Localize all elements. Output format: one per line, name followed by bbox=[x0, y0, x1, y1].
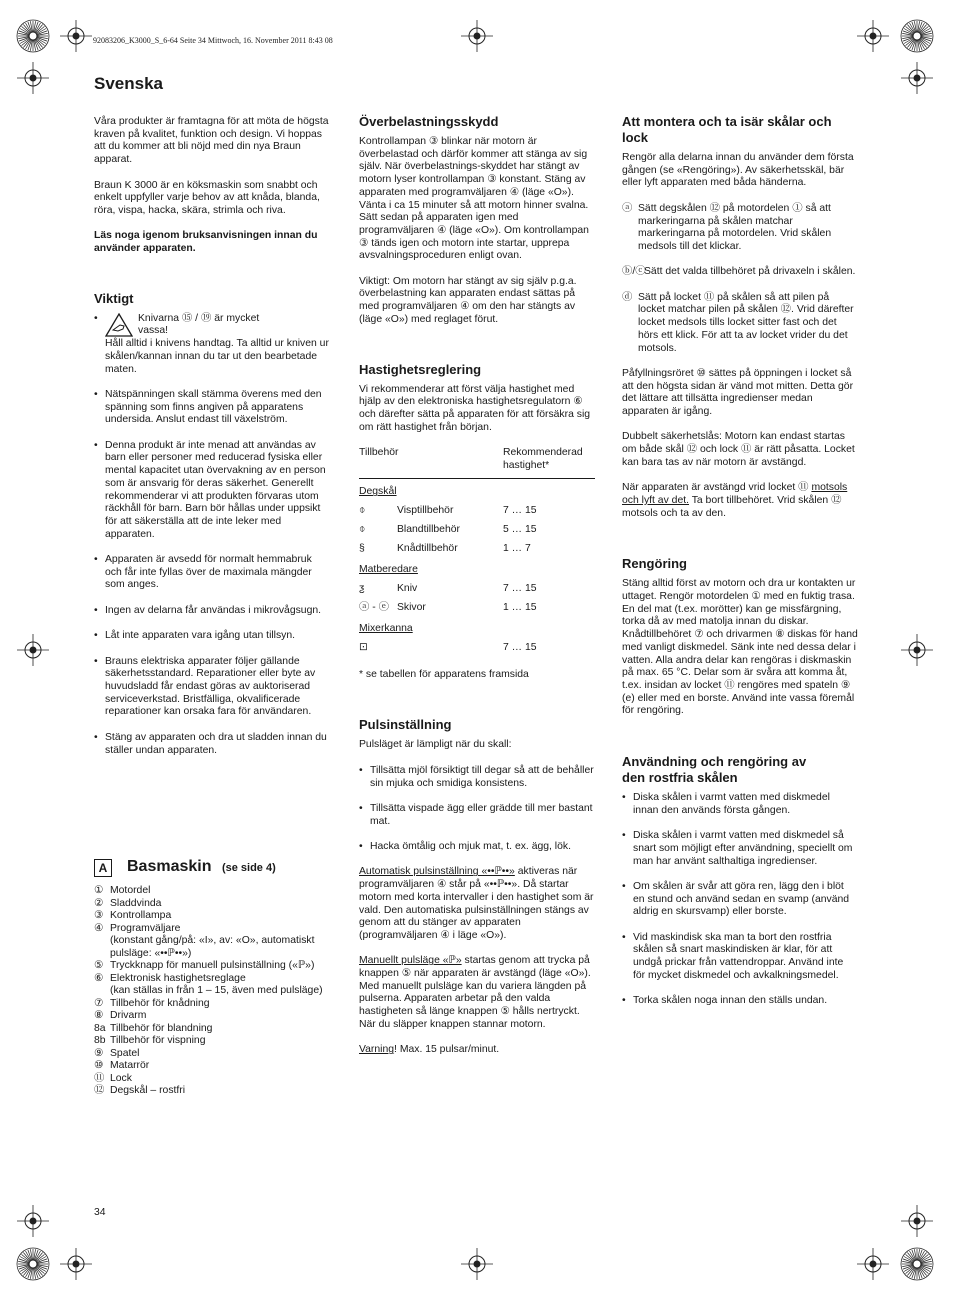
accessory-icon: ƺ bbox=[359, 582, 365, 594]
list-item: • Stäng av apparaten och dra ut sladden innan du ställer undan apparaten. bbox=[94, 732, 330, 757]
accessory-speed: 7 … 15 bbox=[503, 582, 537, 594]
part-number bbox=[94, 935, 110, 960]
speed-table-col-speed: Rekommenderad hastighet* bbox=[503, 447, 583, 471]
list-item: • Tillsätta vispade ägg eller grädde till mer bastant mat. bbox=[359, 803, 595, 828]
registration-star bbox=[17, 1248, 49, 1280]
viktigt-bullet-list bbox=[94, 389, 330, 757]
overbelastning-paragraph-2: Viktigt: Om motorn har stängt av sig själv p.g.a. överbelastning kan apparaten endast sättas på med programväljaren ④ om den har stängts av (läge «O») med reglaget förut. bbox=[359, 275, 577, 325]
step-text: Sätt på locket ⑪ på skålen så att pilen på locket matchar pilen på skålen ⑫. Vrid därefter locket medsols tills locket sitter fast och det hörs ett klick. För att ta av locket vrider du det motsols. bbox=[638, 291, 854, 354]
part-item bbox=[94, 1060, 334, 1073]
registration-crosshair bbox=[857, 20, 889, 52]
step-label: ⓐ bbox=[622, 202, 633, 214]
speed-group-matberedare: Matberedare bbox=[359, 564, 418, 576]
part-name: Matarrör bbox=[110, 1060, 150, 1071]
part-item bbox=[94, 1048, 334, 1061]
part-item bbox=[94, 885, 334, 898]
overbelastning-heading: Överbelastningsskydd bbox=[359, 114, 499, 129]
assembly-step bbox=[622, 266, 858, 279]
list-item: • Torka skålen noga innan den ställs undan. bbox=[622, 995, 858, 1008]
accessory-speed: 5 … 15 bbox=[503, 523, 537, 535]
list-item: • Ingen av delarna får användas i mikrovågsugn. bbox=[94, 605, 330, 618]
speed-group-matberedare-rows bbox=[359, 583, 595, 614]
part-name: (kan ställas in från 1 – 15, även med pulsläge) bbox=[110, 985, 323, 996]
part-name: Tryckknapp för manuell pulsinställning («ℙ») bbox=[110, 960, 315, 971]
speed-table bbox=[359, 447, 595, 655]
auto-puls-paragraph bbox=[359, 866, 595, 942]
auto-puls-label: Automatisk pulsinställning «••ℙ••» bbox=[359, 866, 515, 878]
warning-label: Varning bbox=[359, 1044, 395, 1056]
avstangd-paragraph bbox=[622, 482, 858, 520]
hastighet-paragraph: Vi rekommenderar att först välja hastighet med hjälp av den elektroniska hastighetsregulatorn ⑥ och därefter sätta på apparaten för att försäkra sig om rätt hastighet från början. bbox=[359, 383, 591, 433]
accessory-name: Knådtillbehör bbox=[397, 542, 458, 554]
part-item bbox=[94, 985, 334, 998]
table-row bbox=[359, 583, 595, 596]
part-name: Tillbehör för blandning bbox=[110, 1022, 213, 1034]
accessory-icon: ⌽ bbox=[359, 505, 366, 517]
part-name: Kontrollampa bbox=[110, 910, 172, 921]
part-number: ⑦ bbox=[94, 997, 104, 1009]
list-item: • Vid maskindisk ska man ta bort den rostfria skålen så snart maskindisken är klar, för att undgå prickar från vattendroppar. Använd inte för mycket diskmedel och avkalkningsmedel. bbox=[622, 932, 858, 983]
part-number: ⑨ bbox=[94, 1047, 104, 1059]
puls-bullet-list bbox=[359, 765, 595, 854]
part-name: Lock bbox=[110, 1072, 132, 1084]
registration-crosshair bbox=[17, 634, 49, 666]
knife-line-2: vassa! bbox=[138, 325, 169, 337]
part-number: 8b bbox=[94, 1035, 106, 1046]
registration-crosshair bbox=[901, 62, 933, 94]
assembly-step bbox=[622, 292, 858, 356]
registration-star bbox=[17, 20, 49, 52]
part-item bbox=[94, 910, 334, 923]
avstangd-text-underlined: motsols och lyft av det. bbox=[622, 482, 848, 506]
part-number: ⑤ bbox=[94, 960, 104, 971]
list-item: • Apparaten är avsedd för normalt hemmabruk och får inte fyllas över de maximala mängder som anges. bbox=[94, 554, 330, 592]
accessory-speed: 1 … 15 bbox=[503, 601, 537, 613]
accessory-name: Skivor bbox=[397, 601, 426, 613]
part-item bbox=[94, 1085, 334, 1098]
accessory-speed: 7 … 15 bbox=[503, 505, 537, 517]
part-item bbox=[94, 998, 334, 1011]
part-number: ⑥ bbox=[94, 972, 104, 984]
part-item bbox=[94, 923, 334, 936]
step-label: ⓑ/ⓒ bbox=[622, 266, 646, 278]
knife-warning bbox=[94, 313, 330, 377]
registration-crosshair bbox=[901, 1205, 933, 1237]
section-letter-box: A bbox=[94, 859, 112, 877]
accessory-name bbox=[397, 642, 503, 655]
manual-puls-text: startas genom att trycka på knappen ⑤ när apparaten är avstängd (läge «O»). Med manuellt pulsläge kan du variera längden på pulserna. Apparaten arbetar på den valda hastigheten så länge knappen ⑤ hålls nertryckt. När du släpper knappen stannar motorn. bbox=[359, 955, 591, 1030]
step-label: ⓓ bbox=[622, 291, 633, 303]
part-number: ⑪ bbox=[94, 1072, 105, 1084]
warning-hand-icon bbox=[105, 313, 133, 337]
page-number: 34 bbox=[94, 1207, 106, 1218]
anvandning-heading: Användning och rengöring av den rostfria skålen bbox=[622, 754, 807, 786]
avstangd-text-a: När apparaten är avstängd vrid locket ⑪ bbox=[622, 482, 812, 494]
speed-group-degskal-rows bbox=[359, 505, 595, 555]
table-row bbox=[359, 543, 595, 556]
registration-crosshair bbox=[857, 1248, 889, 1280]
registration-star bbox=[901, 1248, 933, 1280]
part-number: ④ bbox=[94, 922, 104, 934]
list-item: • Diska skålen i varmt vatten med diskmedel så snart som möjligt efter användning, speciellt om man har använt salthaltiga ingredienser. bbox=[622, 830, 858, 868]
pafyllning-paragraph: Påfyllningsröret ⑩ sättes på öppningen i locket så att den högsta sidan är vänd mot mitten. Detta gör det lättare att tillsätta ingredienser medan apparaten är igång. bbox=[622, 367, 854, 417]
parts-list bbox=[94, 885, 334, 1098]
auto-puls-text: aktiveras när programväljaren ④ står på «••ℙ••». Då startar motorn med korta intervaller i den hastighet som är vald. Den automatiska pulsinställningen stängs av genom att du stänger av apparaten (programväljaren ④ i läge «O»). bbox=[359, 866, 594, 941]
accessory-icon: ⓐ - ⓔ bbox=[359, 601, 390, 613]
overbelastning-paragraph-1: Kontrollampan ③ blinkar när motorn är överbelastad och därför kommer att stänga av sig själv. När överbelastnings-skyddet har stängt av motorn lyser kontrollampan ③ konstant. Stäng av apparaten med programväljaren ④ (läge «O»). Vänta i ca 15 minuter så att motorn hinner svalna. Sätt sedan på apparaten igen med programväljaren ④ (läge «O»). Om kontrollampan ③ tänds igen och motorn inte startar, upprepa avsvalningsproceduren enligt ovan. bbox=[359, 136, 589, 262]
hastighet-heading: Hastighetsreglering bbox=[359, 361, 482, 377]
registration-star bbox=[901, 20, 933, 52]
speed-group-degskal: Degskål bbox=[359, 486, 397, 498]
part-name: (konstant gång/på: «I», av: «O», automatiskt pulsläge: «••ℙ••») bbox=[110, 935, 315, 959]
knife-instructions: Håll alltid i knivens handtag. Ta alltid ur kniven ur skålen/kannan innan du tar ut den bearbetade maten. bbox=[105, 338, 329, 375]
rengoring-paragraph: Stäng alltid först av motorn och dra ur kontakten ur uttaget. Rengör motordelen ① med en fuktig trasa. En del mat (t.ex. morötter) kan ge missfärgning, torka då av med matolja innan du diskar. Knådtillbehöret ⑦ och drivarmen ⑧ diskas för hand med vanligt diskmedel. Sänk inte ned dessa delar i vatten. Alla andra delar kan rengöras i diskmaskin på max. 65 °C. Delar som är svåra att komma åt, t.ex. insidan av locket ⑪ rengöres med spateln ⑨ (e) eller med en borste. Använd inte vassa föremål för rengöring. bbox=[622, 578, 858, 717]
registration-crosshair bbox=[17, 62, 49, 94]
part-item bbox=[94, 1010, 334, 1023]
column-1 bbox=[94, 116, 330, 770]
part-item bbox=[94, 935, 334, 960]
montera-heading: Att montera och ta isär skålar och lock bbox=[622, 114, 832, 145]
part-number: ③ bbox=[94, 910, 104, 921]
accessory-name: Visptillbehör bbox=[397, 505, 454, 517]
part-item bbox=[94, 973, 334, 986]
registration-crosshair bbox=[461, 20, 493, 52]
part-name: Drivarm bbox=[110, 1010, 147, 1021]
registration-crosshair bbox=[60, 1248, 92, 1280]
assembly-step bbox=[622, 203, 858, 254]
accessory-icon: ⊡ bbox=[359, 642, 368, 654]
list-item: • Hacka ömtålig och mjuk mat, t. ex. ägg, lök. bbox=[359, 841, 595, 854]
list-item: • Nätspänningen skall stämma överens med den spänning som finns angiven på apparatens undersida. Anslut endast till växelström. bbox=[94, 389, 330, 427]
speed-table-col-accessory: Tillbehör bbox=[359, 447, 399, 459]
column-2 bbox=[359, 114, 595, 1070]
speed-table-header bbox=[359, 447, 595, 479]
rengoring-heading: Rengöring bbox=[622, 556, 687, 572]
part-number: ② bbox=[94, 897, 104, 909]
list-item: • Brauns elektriska apparater följer gällande säkerhetsstandard. Reparationer eller byte av huvudsladd får endast göras av auktoriserad serviceverkstad. Bristfälliga, okvalificerade reparationer kan orsaka fara för användaren. bbox=[94, 656, 330, 720]
accessory-speed: 7 … 15 bbox=[503, 642, 537, 654]
montera-paragraph: Rengör alla delarna innan du använder dem första gången (se «Rengöring»). Av säkerhetsskäl, bär eller lyft apparaten med båda händerna. bbox=[622, 152, 854, 189]
part-item bbox=[94, 1073, 334, 1086]
part-number: ⑧ bbox=[94, 1010, 104, 1021]
intro-paragraph-3: Läs noga igenom bruksanvisningen innan du använder apparaten. bbox=[94, 230, 318, 254]
part-item bbox=[94, 898, 334, 911]
registration-crosshair bbox=[901, 634, 933, 666]
pulsinstallning-paragraph: Pulsläget är lämpligt när du skall: bbox=[359, 739, 512, 751]
accessory-speed: 1 … 7 bbox=[503, 542, 531, 554]
part-name: Programväljare bbox=[110, 922, 181, 934]
warning-paragraph bbox=[359, 1044, 595, 1057]
part-name: Degskål – rostfri bbox=[110, 1085, 186, 1096]
list-item: • Denna produkt är inte menad att användas av barn eller personer med reducerad fysiska eller mental kapacitet utan övervakning av en person som är ansvarig för deras säkerhet. Generellt rekommenderar vi att produkten förvaras utom räckhåll för barn. Barn bör hållas under uppsikt för att säkerställa att de inte leker med apparaten. bbox=[94, 440, 330, 542]
step-text: Sätt det valda tillbehöret på drivaxeln i skålen. bbox=[644, 266, 856, 278]
part-name: Spatel bbox=[110, 1047, 140, 1059]
registration-crosshair bbox=[60, 20, 92, 52]
basmaskin-title: Basmaskin bbox=[127, 858, 212, 875]
intro-paragraph-1: Våra produkter är framtagna för att möta de högsta kraven på kvalitet, funktion och design. Vi hoppas att du kommer att bli nöjd med din nya Braun apparat. bbox=[94, 116, 329, 166]
part-number: ① bbox=[94, 885, 104, 896]
part-item bbox=[94, 1023, 334, 1036]
part-number: ⑫ bbox=[94, 1085, 105, 1096]
registration-crosshair bbox=[17, 1205, 49, 1237]
manual-puls-paragraph bbox=[359, 955, 595, 1031]
print-header: 92083206_K3000_S_6-64 Seite 34 Mittwoch, 16. November 2011 8:43 08 bbox=[93, 36, 333, 45]
basmaskin-subtitle: (se side 4) bbox=[221, 862, 276, 874]
warning-text: ! Max. 15 pulsar/minut. bbox=[394, 1044, 500, 1056]
manual-puls-label: Manuellt pulsläge «ℙ» bbox=[359, 955, 462, 967]
table-row bbox=[359, 642, 595, 655]
pulsinstallning-heading: Pulsinställning bbox=[359, 717, 452, 733]
avstangd-text-b: Ta bort tillbehöret. Vrid skålen ⑫ motsols och ta av den. bbox=[622, 494, 842, 519]
language-title: Svenska bbox=[94, 74, 163, 93]
part-item bbox=[94, 960, 334, 973]
part-number: ⑩ bbox=[94, 1060, 104, 1071]
assembly-steps bbox=[622, 203, 858, 355]
intro-paragraph-2: Braun K 3000 är en köksmaskin som snabbt och enkelt uppfyller varje behov av att knåda, blanda, röra, vispa, hacka, skära, strimla och riva. bbox=[94, 179, 320, 216]
knife-line-1: • Knivarna ⑮ / ⑲ är mycket bbox=[138, 312, 260, 324]
accessory-name: Kniv bbox=[397, 582, 418, 594]
part-name: Motordel bbox=[110, 885, 151, 896]
accessory-name: Blandtillbehör bbox=[397, 523, 460, 535]
list-item: • Diska skålen i varmt vatten med diskmedel innan den används första gången. bbox=[622, 792, 858, 817]
table-row bbox=[359, 505, 595, 518]
list-item: • Tillsätta mjöl försiktigt till degar så att de behåller sin mjuka och smidiga konsistens. bbox=[359, 765, 595, 790]
accessory-icon: ⌽ bbox=[359, 523, 366, 535]
list-item: • Om skålen är svår att göra ren, lägg den i blöt en stund och använd sedan en svamp (använd aldrig en skursvamp) eller borste. bbox=[622, 881, 858, 919]
part-number: 8a bbox=[94, 1022, 106, 1034]
table-row bbox=[359, 524, 595, 537]
part-number bbox=[94, 985, 110, 998]
part-name: Sladdvinda bbox=[110, 897, 162, 909]
step-text: Sätt degskålen ⑫ på motordelen ① så att markeringarna på skålen matchar markeringarna på motordelen. Vrid skålen medsols till det klickar. bbox=[638, 202, 832, 252]
part-name: Elektronisk hastighetsreglage bbox=[110, 972, 246, 984]
basmaskin-heading bbox=[127, 858, 276, 876]
part-name: Tillbehör för vispning bbox=[110, 1035, 206, 1046]
accessory-icon: § bbox=[359, 542, 365, 554]
part-name: Tillbehör för knådning bbox=[110, 997, 210, 1009]
registration-crosshair bbox=[461, 1248, 493, 1280]
dubbelt-paragraph: Dubbelt säkerhetslås: Motorn kan endast startas om både skål ⑫ och lock ⑪ är rätt påsatta. Locket kan bara tas av när motorn är avstängd. bbox=[622, 431, 855, 468]
speed-group-mixerkanna-rows bbox=[359, 642, 595, 655]
speed-group-mixerkanna: Mixerkanna bbox=[359, 623, 413, 635]
speed-table-note: * se tabellen för apparatens framsida bbox=[359, 668, 529, 680]
table-row bbox=[359, 602, 595, 615]
anvandning-bullet-list bbox=[622, 792, 858, 1008]
column-3 bbox=[622, 114, 858, 1021]
part-item bbox=[94, 1035, 334, 1048]
viktigt-heading: Viktigt bbox=[94, 290, 134, 306]
list-item: • Låt inte apparaten vara igång utan tillsyn. bbox=[94, 630, 330, 643]
